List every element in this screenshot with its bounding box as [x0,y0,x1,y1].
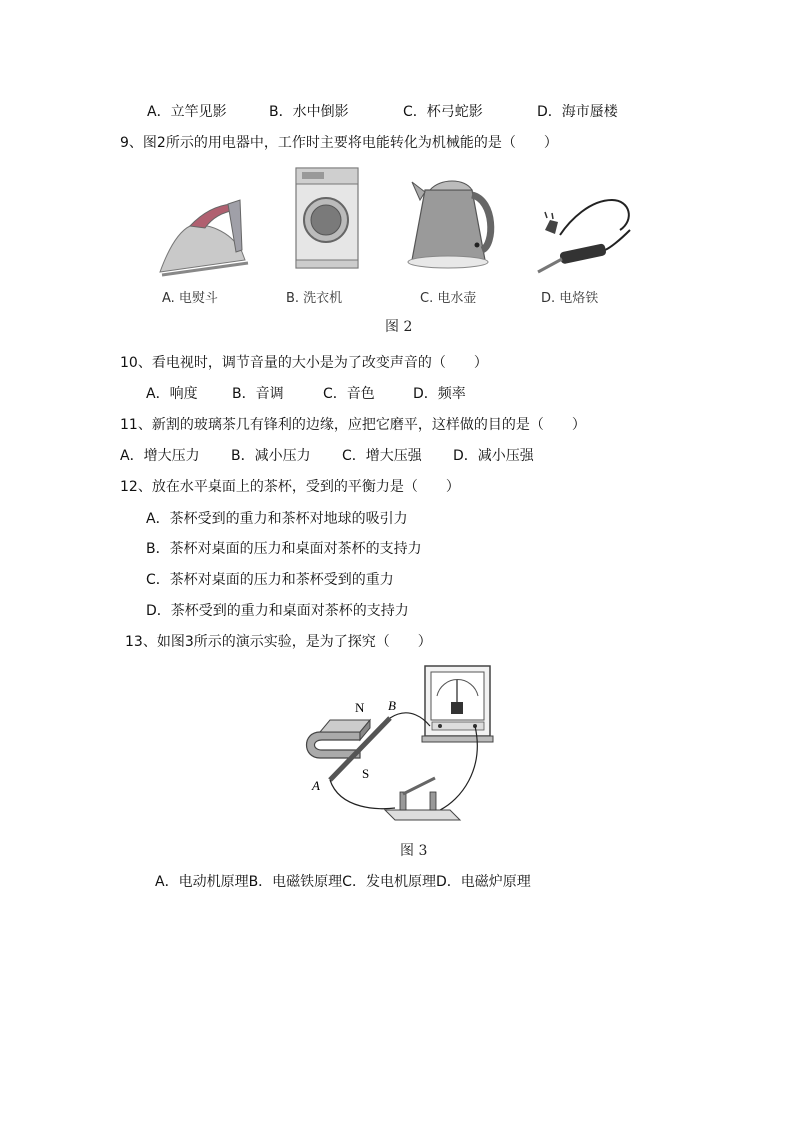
q9-figure-label-d: D. 电烙铁 [541,291,599,306]
u-magnet-image [307,720,371,758]
figure-2-appliances [150,160,650,290]
q12-stem: 12、放在水平桌面上的茶杯，受到的平衡力是（ ） [120,479,460,495]
figure-2-caption: 图 2 [385,319,413,335]
figure-3-apparatus [300,660,510,840]
label-s: S [362,766,370,781]
q12-option-b: B．茶杯对桌面的压力和桌面对茶杯的支持力 [146,541,422,557]
q10-option-b: B．音调 [232,386,284,402]
iron-image [160,200,248,275]
q12-option-a: A．茶杯受到的重力和茶杯对地球的吸引力 [146,511,408,527]
wire-a-switch [330,780,395,809]
q10-stem: 10、看电视时，调节音量的大小是为了改变声音的（ ） [120,355,488,371]
q8-option-b: B．水中倒影 [269,104,349,120]
q8-option-d: D．海市蜃楼 [537,104,618,120]
kettle-image [408,181,491,268]
label-a: A [312,778,320,793]
q11-option-b: B．减小压力 [231,448,311,464]
q11-option-c: C．增大压强 [342,448,422,464]
q9-stem: 9、图2所示的用电器中，工作时主要将电能转化为机械能的是（ ） [120,135,558,151]
label-b: B [388,698,396,713]
q11-option-d: D．减小压强 [453,448,534,464]
q12-option-c: C．茶杯对桌面的压力和茶杯受到的重力 [146,572,394,588]
figure-3-caption: 图 3 [400,843,428,859]
q10-option-c: C．音色 [323,386,375,402]
knife-switch-image [385,778,460,820]
q10-option-d: D．频率 [413,386,466,402]
galvanometer-image [422,666,493,742]
q13-stem: 13、如图3所示的演示实验，是为了探究（ ） [125,634,432,650]
wire-b-galvanometer [390,713,430,726]
q9-figure-label-a: A. 电熨斗 [162,291,218,306]
q9-figure-label-c: C. 电水壶 [420,291,477,306]
q11-stem: 11、新割的玻璃茶几有锋利的边缘，应把它磨平，这样做的目的是（ ） [120,417,586,433]
soldering-iron-image [538,200,630,272]
q10-option-a: A．响度 [146,386,198,402]
q8-option-c: C．杯弓蛇影 [403,104,483,120]
q12-option-d: D．茶杯受到的重力和桌面对茶杯的支持力 [146,603,409,619]
label-n: N [355,700,365,715]
q13-options: A．电动机原理B．电磁铁原理C．发电机原理D．电磁炉原理 [155,874,531,890]
washing-machine-image [296,168,358,268]
q11-option-a: A．增大压力 [120,448,200,464]
q9-figure-label-b: B. 洗衣机 [286,291,343,306]
q8-option-a: A．立竿见影 [147,104,227,120]
